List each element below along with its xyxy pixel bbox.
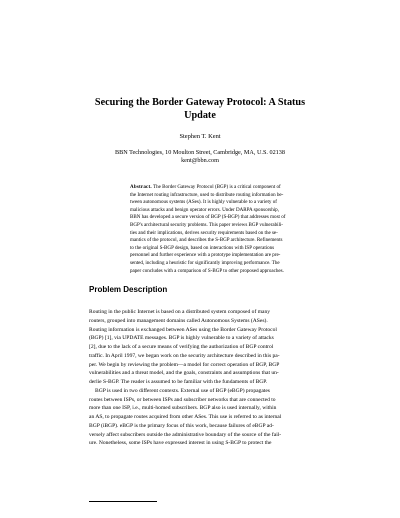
affiliation-address: BBN Technologies, 10 Moulton Street, Cambridge, MA, U.S. 02138 (115, 149, 285, 156)
body-line: Routing information is exchanged between ASes using the Border Gateway Protocol (89, 326, 277, 333)
abstract-line: BBN has developed a secure version of BGP (S-BGP) that addresses most of (130, 214, 286, 221)
body-text (89, 308, 311, 448)
abstract-line: to the original S-BGP design, based on interactions with ISP operations (130, 244, 275, 251)
title-line: Securing the Border Gateway Protocol: A Status (94, 97, 306, 108)
body-line: an AS, to propagate routes acquired from other ASes. This use is referred to as internal (89, 414, 282, 420)
body-line: BGP (iBGP). eBGP is the primary focus of this work, because failures of eBGP ad- (89, 422, 274, 429)
title-line: Update (184, 110, 216, 121)
body-line: routers, grouped into management domains called Autonomous Systems (ASes). (89, 317, 268, 324)
abstract-text: The Border Gateway Protocol (BGP) is a critical component of (153, 184, 281, 190)
abstract-line: ties and their implications, derives security requirements based on the se- (130, 229, 278, 236)
abstract-line: sented, including a heuristic for significantly improving performance. The (130, 259, 280, 266)
abstract-line: malicious attacks and benign operator errors. Under DARPA sponsorship, (130, 206, 279, 213)
abstract-label: Abstract. (130, 184, 152, 190)
body-line: BGP is used in two different contexts. External use of BGP (eBGP) propagates (95, 387, 270, 394)
body-line: vulnerabilities and a threat model, and the goals, constraints and assumptions that un- (89, 370, 279, 377)
author-email: kent@bbn.com (181, 157, 219, 164)
body-line: (BGP) [1], via UPDATE messages. BGP is highly vulnerable to a variety of attacks (89, 335, 274, 342)
abstract-line: mantics of the protocol, and describes the S-BGP architecture. Refinements (130, 237, 283, 244)
body-line: derlie S-BGP. The reader is assumed to be familiar with the fundaments of BGP. (89, 379, 268, 385)
abstract-line (130, 184, 310, 192)
abstract-line: personnel and further experience with a prototype implementation are pre- (130, 252, 281, 259)
body-line: [2], due to the lack of a secure means of verifying the authorization of BGP control (89, 344, 274, 350)
body-line: traffic. In April 1997, we began work on the security architecture described in this pa- (89, 352, 280, 359)
abstract-line: paper concludes with a comparison of S-BGP to other proposed approaches. (130, 267, 284, 274)
abstract-line: the Internet routing infrastructure, used to distribute routing information be- (130, 191, 284, 198)
author-name: Stephen T. Kent (179, 133, 221, 140)
paper-title (90, 96, 310, 122)
author-affiliation (0, 149, 400, 165)
section-heading: Problem Description (89, 285, 168, 294)
body-line: ure. Nonetheless, some ISPs have expressed interest in using S-BGP to protect the (89, 440, 272, 447)
body-line: Routing in the public Internet is based on a distributed system composed of many (89, 309, 271, 315)
abstract-line: tween autonomous systems (ASes). It is highly vulnerable to a variety of (130, 199, 277, 206)
abstract-line: BGP's architectural security problems. This paper reviews BGP vulnerabili- (130, 221, 283, 228)
body-line: more than one ISP, i.e., multi-homed subscribers. BGP also is used internally, within (89, 405, 277, 412)
footnote-divider (89, 501, 157, 502)
abstract (130, 184, 310, 275)
body-line: routes between ISPs, or between ISPs and subscriber networks that are connected to (89, 396, 276, 403)
body-line: versely affect subscribers outside the administrative boundary of the source of the fail- (89, 431, 282, 438)
body-line: per. We begin by reviewing the problem—a model for correct operation of BGP, BGP (89, 361, 280, 368)
